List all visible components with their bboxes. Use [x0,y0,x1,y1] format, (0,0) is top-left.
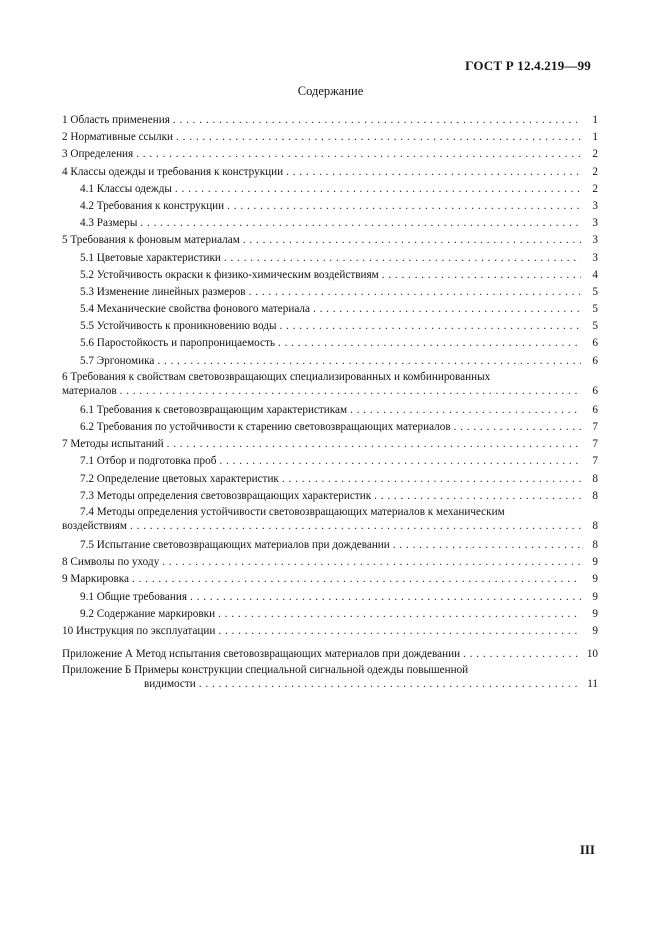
toc-entry[interactable] [62,488,598,505]
toc-entry-page: 10 [586,648,598,661]
toc-entry-page: 8 [592,519,598,532]
document-code: ГОСТ Р 12.4.219—99 [465,58,591,73]
toc-entry-page: 5 [592,303,598,316]
toc-entry-label: 7.1 Отбор и подготовка проб [80,455,217,468]
toc-entry[interactable] [62,232,598,249]
toc-entry-label: 6.1 Требования к световозвращающим характеристикам [80,403,348,416]
toc-entry-page: 6 [592,403,598,416]
toc-entry-label: 1 Область применения [62,114,170,126]
dot-leader [218,606,581,623]
toc-entry-label: 5.3 Изменение линейных размеров [80,285,246,298]
toc-entry-page: 6 [592,354,598,367]
dot-leader [243,232,581,249]
toc-entry-label: 6.2 Требования по устойчивости к старению световозвращающих материалов [80,421,451,433]
toc-entry-page: 2 [592,182,598,195]
toc-entry-page: 9 [592,590,598,603]
dot-leader [173,112,581,129]
toc-entry-label: 4.2 Требования к конструкции [80,199,225,212]
toc-entry-page: 5 [592,285,598,298]
dot-leader [190,589,581,606]
toc-entry-label: 5.7 Эргономика [80,354,155,367]
toc-entry-label: 4.1 Классы одежды [80,182,172,195]
toc-entry-page: 7 [592,455,598,468]
dot-leader [279,318,581,335]
toc-entry[interactable] [62,146,598,163]
toc-entry-label-cont: материалов [62,384,117,397]
dot-leader [218,623,581,640]
toc-entry[interactable] [62,623,598,640]
dot-leader [157,353,581,370]
dot-leader [176,129,581,146]
toc-entry-page: 8 [592,489,598,502]
dot-leader [199,677,581,691]
toc-entry-page: 9 [592,607,598,620]
dot-leader [120,384,581,398]
toc-entry-label: Приложение А Метод испытания световозвращающих материалов при дождевании [62,648,461,661]
toc-entry-label: 3 Определения [62,148,134,161]
toc-entry[interactable] [62,436,598,453]
toc-entry[interactable] [62,370,598,402]
toc-entry-label: 6 Требования к свойствам световозвращающих специализированных и комбинированных [62,370,491,383]
dot-leader [382,267,581,284]
toc-entry[interactable] [62,301,598,318]
toc-entry-label: 9.1 Общие требования [80,590,188,603]
toc-entry[interactable] [62,402,598,419]
toc-entry-page: 6 [592,337,598,350]
toc-entry[interactable] [62,537,598,554]
dot-leader [130,519,581,533]
toc-entry-label: 5.5 Устойчивость к проникновению воды [80,320,277,333]
dot-leader [463,646,581,663]
dot-leader [350,402,581,419]
toc-entry[interactable] [62,646,598,663]
toc-entry-label: 5.4 Механические свойства фонового материала [80,303,310,316]
dot-leader [140,215,581,232]
dot-leader [278,335,581,352]
toc-entry-label-cont: видимости [144,678,196,691]
toc-entry[interactable] [62,250,598,267]
dot-leader [167,436,581,453]
dot-leader [313,301,581,318]
toc-entry[interactable] [62,606,598,623]
toc-entry-page: 3 [592,217,598,230]
toc-entry[interactable] [62,571,598,588]
dot-leader [162,554,581,571]
toc-entry-label: 5.6 Паростойкость и паропроницаемость [80,337,275,350]
toc-entry-label: 9.2 Содержание маркировки [80,607,216,620]
toc-entry-label: 2 Нормативные ссылки [62,131,174,144]
toc-entry-label: 7.3 Методы определения световозвращающих характеристик [80,489,372,502]
toc-entry-label-cont: воздействиям [62,519,128,532]
toc-entry-label: 5 Требования к фоновым материалам [62,234,240,247]
toc-entry[interactable] [62,198,598,215]
toc-entry[interactable] [62,663,598,695]
toc-entry[interactable] [62,419,598,436]
toc-entry-page: 2 [592,165,598,178]
toc-entry-page: 6 [592,384,598,397]
toc-entry-label: 8 Символы по уходу [62,556,160,569]
toc-entry-label: 7.5 Испытание световозвращающих материалов при дождевании [80,538,390,551]
toc-entry[interactable] [62,267,598,284]
table-of-contents [62,112,598,695]
toc-entry-page: 7 [592,421,598,433]
toc-entry[interactable] [62,164,598,181]
toc-entry-label: Приложение Б Примеры конструкции специальной сигнальной одежды повышенной [62,664,469,677]
toc-entry[interactable] [62,554,598,571]
toc-entry[interactable] [62,589,598,606]
toc-entry-label: 5.1 Цветовые характеристики [80,251,221,264]
dot-leader [219,453,581,470]
toc-entry[interactable] [62,335,598,352]
dot-leader [132,571,581,588]
dot-leader [227,198,581,215]
toc-entry-page: 3 [592,251,598,264]
dot-leader [393,537,581,554]
toc-entry[interactable] [62,353,598,370]
toc-entry-page: 1 [592,131,598,144]
toc-entry[interactable] [62,505,598,537]
dot-leader [454,419,581,436]
dot-leader [282,471,581,488]
toc-entry-label: 5.2 Устойчивость окраски к физико-химическим воздействиям [80,268,379,281]
toc-entry-page: 5 [592,320,598,333]
toc-entry-page: 8 [592,472,598,485]
dot-leader [286,164,581,181]
toc-entry[interactable] [62,181,598,198]
toc-entry[interactable] [62,471,598,488]
toc-entry-label: 7.4 Методы определения устойчивости световозвращающих материалов к механическим [80,505,505,518]
toc-entry-page: 3 [592,199,598,212]
toc-entry-page: 11 [587,678,598,691]
toc-entry[interactable] [62,129,598,146]
toc-entry-label: 9 Маркировка [62,573,130,586]
toc-entry-label: 4 Классы одежды и требования к конструкции [62,165,284,178]
toc-entry-page: 9 [592,624,598,637]
toc-entry-page: 2 [592,148,598,161]
toc-entry-label: 7.2 Определение цветовых характеристик [80,472,279,485]
dot-leader [374,488,581,505]
dot-leader [224,250,581,267]
toc-entry[interactable] [62,453,598,470]
toc-entry-page: 4 [592,268,598,281]
toc-entry-page: 3 [592,234,598,247]
toc-entry-page: 8 [592,538,598,551]
dot-leader [249,284,581,301]
toc-entry[interactable] [62,215,598,232]
toc-entry[interactable] [62,112,598,129]
toc-title: Содержание [297,84,364,98]
toc-entry-label: 4.3 Размеры [80,217,138,230]
dot-leader [175,181,581,198]
dot-leader [136,146,581,163]
toc-entry[interactable] [62,318,598,335]
toc-entry-label: 10 Инструкция по эксплуатации [62,624,216,637]
toc-entry[interactable] [62,284,598,301]
toc-entry-page: 9 [592,556,598,569]
toc-entry-page: 1 [592,114,598,126]
page-number: III [579,842,595,857]
toc-entry-page: 9 [592,573,598,586]
toc-entry-page: 7 [592,438,598,451]
toc-entry-label: 7 Методы испытаний [62,438,164,451]
